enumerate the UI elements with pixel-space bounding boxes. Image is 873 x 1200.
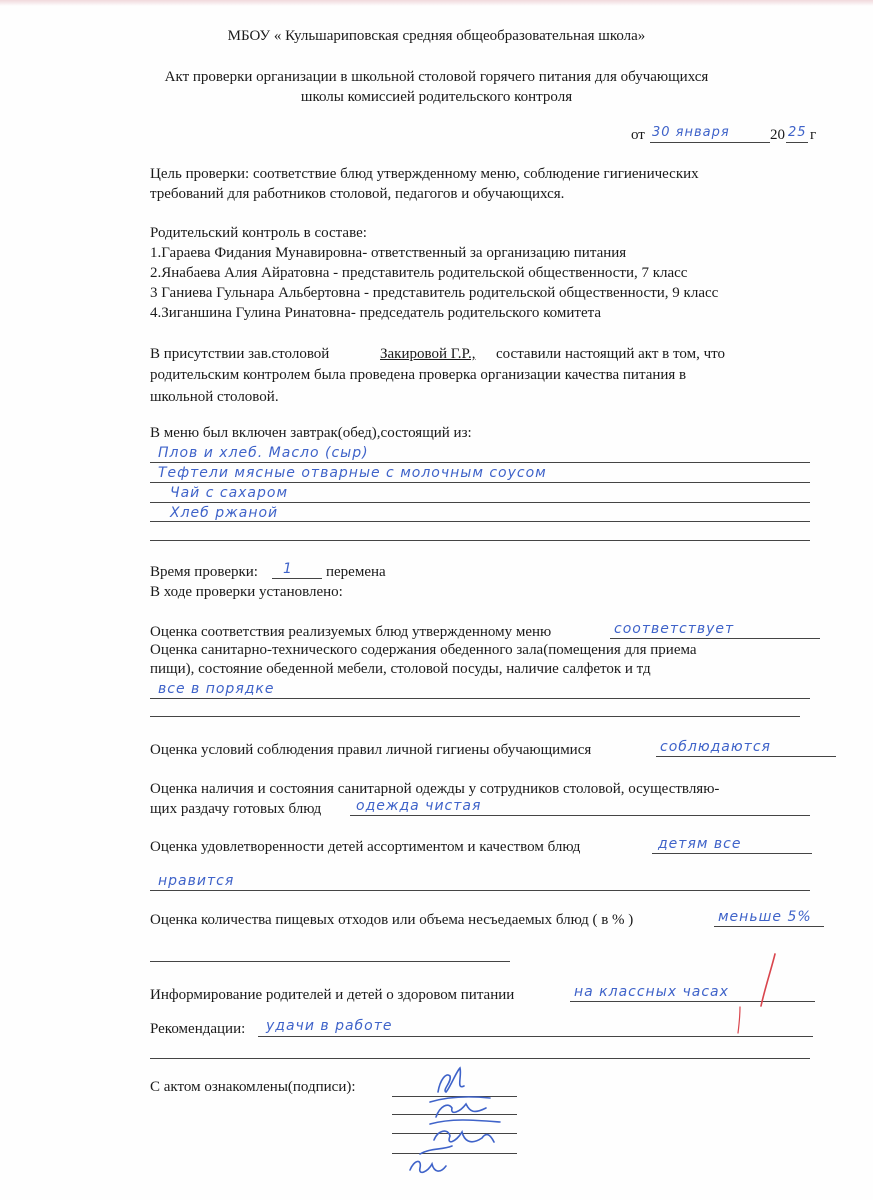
handwritten-signatures xyxy=(390,1062,530,1187)
signatures-label: С актом ознакомлены(подписи): xyxy=(150,1079,356,1095)
date-prefix: от xyxy=(631,127,645,143)
answer-line xyxy=(150,890,810,891)
canteen-manager-name: Закировой Г.Р., xyxy=(380,346,476,362)
satisfaction-label: Оценка удовлетворенности детей ассортиментом и качеством блюд xyxy=(150,839,581,855)
answer-line xyxy=(150,1058,810,1059)
commission-member: 3 Ганиева Гульнара Альбертовна - представитель родительской общественности, 9 класс xyxy=(150,285,719,301)
menu-label: В меню был включен завтрак(обед),состоящий из: xyxy=(150,425,472,441)
menu-line xyxy=(150,482,810,483)
sanitary-label-line2: пищи), состояние обеденной мебели, столовой посуды, наличие салфеток и тд xyxy=(150,661,651,677)
recommendations-value: удачи в работе xyxy=(266,1018,393,1034)
time-unit: перемена xyxy=(326,564,386,580)
date-underline xyxy=(650,142,770,143)
sanitary-label-line1: Оценка санитарно-технического содержания обеденного зала(помещения для приема xyxy=(150,642,697,658)
menu-line xyxy=(150,502,810,503)
informing-label: Информирование родителей и детей о здоровом питании xyxy=(150,987,515,1003)
menu-item: Плов и хлеб. Масло (сыр) xyxy=(158,445,369,461)
menu-item: Чай с сахаром xyxy=(170,485,289,501)
paper-top-edge xyxy=(0,0,873,6)
menu-line xyxy=(150,540,810,541)
recommendations-label: Рекомендации: xyxy=(150,1021,246,1037)
presence-text: В присутствии зав.столовой xyxy=(150,346,330,362)
date-year-prefix: 20 xyxy=(770,127,785,143)
answer-line xyxy=(258,1036,813,1037)
presence-line3: школьной столовой. xyxy=(150,389,279,405)
menu-line xyxy=(150,462,810,463)
commission-member: 2.Янабаева Алия Айратовна - представитель родительской общественности, 7 класс xyxy=(150,265,688,281)
menu-item: Тефтели мясные отварные с молочным соусом xyxy=(158,465,547,481)
presence-text-cont: составили настоящий акт в том, что xyxy=(496,346,725,362)
clothing-label-line2: щих раздачу готовых блюд xyxy=(150,801,322,817)
date-suffix: г xyxy=(810,127,817,143)
act-title-line1: Акт проверки организации в школьной столовой горячего питания для обучающихся xyxy=(164,69,709,85)
school-name: МБОУ « Кульшариповская средняя общеобразовательная школа» xyxy=(227,28,646,44)
purpose-line1: Цель проверки: соответствие блюд утвержденному меню, соблюдение гигиенических xyxy=(150,166,699,182)
date-year: 25 xyxy=(788,125,807,140)
clothing-label-line1: Оценка наличия и состояния санитарной одежды у сотрудников столовой, осуществляю- xyxy=(150,781,720,797)
informing-value: на классных часах xyxy=(574,984,729,1000)
menu-compliance-value: соответствует xyxy=(614,621,735,637)
time-label: Время проверки: xyxy=(150,564,258,580)
commission-member: 1.Гараева Фидания Мунавировна- ответственный за организацию питания xyxy=(150,245,627,261)
presence-line2: родительским контролем была проведена проверка организации качества питания в xyxy=(150,367,687,383)
answer-line xyxy=(350,815,810,816)
answer-line xyxy=(150,961,510,962)
menu-compliance-label: Оценка соответствия реализуемых блюд утвержденному меню xyxy=(150,624,552,640)
findings-label: В ходе проверки установлено: xyxy=(150,584,343,600)
red-mark xyxy=(730,1005,750,1035)
waste-value: меньше 5% xyxy=(718,909,812,925)
menu-line xyxy=(150,521,810,522)
commission-heading: Родительский контроль в составе: xyxy=(150,225,367,241)
answer-line xyxy=(610,638,820,639)
date-day-month: 30 января xyxy=(652,125,730,140)
commission-member: 4.Зиганшина Гулина Ринатовна- председатель родительского комитета xyxy=(150,305,602,321)
answer-line xyxy=(652,853,812,854)
satisfaction-value-cont: нравится xyxy=(158,873,235,889)
sanitary-value: все в порядке xyxy=(158,681,275,697)
answer-line xyxy=(656,756,836,757)
clothing-value: одежда чистая xyxy=(356,798,482,814)
time-underline xyxy=(272,578,322,579)
hygiene-label: Оценка условий соблюдения правил личной гигиены обучающимися xyxy=(150,742,592,758)
hygiene-value: соблюдаются xyxy=(660,739,771,755)
answer-line xyxy=(150,716,800,717)
time-value: 1 xyxy=(283,561,293,577)
satisfaction-value: детям все xyxy=(658,836,742,852)
answer-line xyxy=(150,698,810,699)
waste-label: Оценка количества пищевых отходов или объема несъедаемых блюд ( в % ) xyxy=(150,912,634,928)
menu-item: Хлеб ржаной xyxy=(170,505,279,521)
year-underline xyxy=(786,142,808,143)
answer-line xyxy=(714,926,824,927)
red-check-mark xyxy=(725,950,785,1010)
act-title-line2: школы комиссией родительского контроля xyxy=(300,89,573,105)
purpose-line2: требований для работников столовой, педагогов и обучающихся. xyxy=(150,186,565,202)
